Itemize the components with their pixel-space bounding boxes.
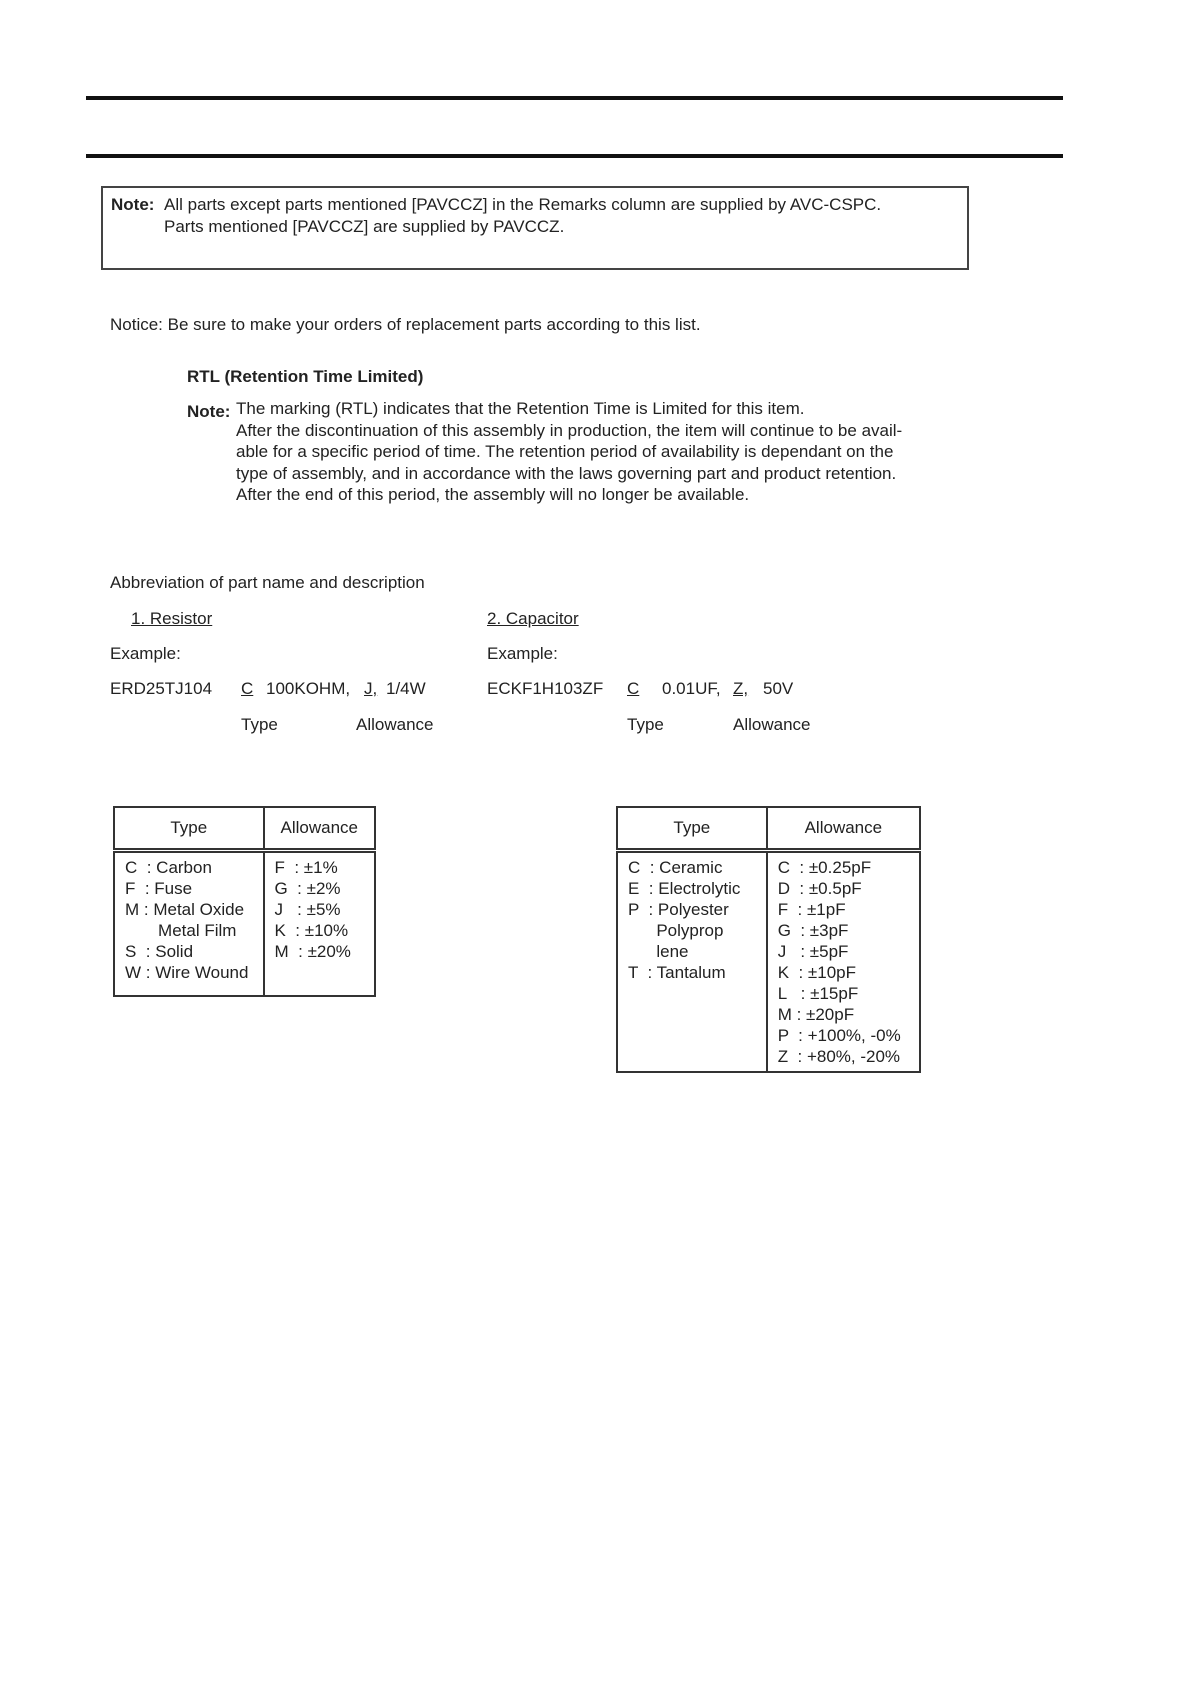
abbreviation-heading: Abbreviation of part name and description — [110, 573, 425, 592]
list-item: F : Fuse — [125, 879, 193, 898]
table-header-allowance: Allowance — [264, 807, 375, 851]
list-item: lene — [628, 942, 689, 961]
capacitor-allowance-cell — [767, 851, 920, 1073]
supply-note-box — [101, 186, 969, 270]
resistor-allowance-caption: Allowance — [356, 715, 434, 734]
capacitor-example-label: Example: — [487, 644, 558, 663]
list-item: P : +100%, -0% — [777, 1026, 901, 1045]
list-item: G : ±3pF — [777, 921, 849, 940]
capacitor-part-number: ECKF1H103ZF — [487, 679, 604, 698]
note-label: Note: — [111, 195, 155, 214]
resistor-section-title: 1. Resistor — [131, 609, 213, 628]
list-item: J : ±5pF — [777, 942, 849, 961]
resistor-value: 100KOHM, — [266, 679, 351, 698]
capacitor-code-table — [616, 806, 921, 1073]
capacitor-type-caption: Type — [627, 715, 664, 734]
list-item: K : ±10% — [274, 921, 349, 940]
list-item: C : Ceramic — [628, 858, 723, 877]
list-item: G : ±2% — [274, 879, 341, 898]
resistor-example-label: Example: — [110, 644, 181, 663]
list-item: Z : +80%, -20% — [777, 1047, 901, 1066]
list-item: Polyprop — [628, 921, 724, 940]
capacitor-rating: 50V — [763, 679, 794, 698]
rtl-note-body — [236, 398, 902, 506]
resistor-type-cell — [114, 851, 264, 997]
capacitor-allowance-code: Z, — [733, 679, 749, 698]
rtl-line: able for a specific period of time. The retention period of availability is dependant on the — [236, 442, 894, 461]
list-item: J : ±5% — [274, 900, 341, 919]
resistor-type-caption: Type — [241, 715, 278, 734]
list-item: F : ±1pF — [777, 900, 846, 919]
list-item: C : Carbon — [125, 858, 212, 877]
list-item: M : Metal Oxide — [125, 900, 245, 919]
list-item: L : ±15pF — [777, 984, 859, 1003]
resistor-part-number: ERD25TJ104 — [110, 679, 213, 698]
capacitor-value: 0.01UF, — [662, 679, 721, 698]
note-line-2: Parts mentioned [PAVCCZ] are supplied by PAVCCZ. — [164, 217, 565, 236]
list-item: M : ±20pF — [777, 1005, 855, 1024]
rtl-line: type of assembly, and in accordance with the laws governing part and product retention. — [236, 463, 897, 483]
header-rule — [86, 154, 1063, 158]
resistor-allowance-cell — [264, 851, 375, 997]
capacitor-allowance-caption: Allowance — [733, 715, 811, 734]
table-header-type: Type — [617, 807, 767, 851]
rtl-line: After the discontinuation of this assembly in production, the item will continue to be avail- — [236, 420, 903, 440]
rtl-title: RTL (Retention Time Limited) — [187, 367, 424, 386]
list-item: W : Wire Wound — [125, 963, 249, 982]
list-item: S : Solid — [125, 942, 194, 961]
list-item: T : Tantalum — [628, 963, 726, 982]
notice-text: Notice: Be sure to make your orders of replacement parts according to this list. — [110, 315, 701, 334]
list-item: P : Polyester — [628, 900, 729, 919]
rtl-note-label: Note: — [187, 402, 231, 421]
list-item: Metal Film — [125, 921, 237, 940]
rtl-line: The marking (RTL) indicates that the Retention Time is Limited for this item. — [236, 399, 805, 418]
list-item: C : ±0.25pF — [777, 858, 872, 877]
resistor-allowance-code: J, — [364, 679, 378, 698]
note-line-1: All parts except parts mentioned [PAVCCZ] in the Remarks column are supplied by AVC-CSPC. — [164, 195, 882, 214]
resistor-rating: 1/4W — [386, 679, 426, 698]
list-item: F : ±1% — [274, 858, 338, 877]
resistor-code-table — [113, 806, 376, 997]
table-header-allowance: Allowance — [767, 807, 920, 851]
capacitor-type-code: C — [627, 679, 640, 698]
list-item: K : ±10pF — [777, 963, 856, 982]
list-item: M : ±20% — [274, 942, 351, 961]
top-rule — [86, 96, 1063, 100]
list-item: E : Electrolytic — [628, 879, 741, 898]
rtl-line: After the end of this period, the assembly will no longer be available. — [236, 485, 750, 504]
resistor-type-code: C — [241, 679, 254, 698]
capacitor-section-title: 2. Capacitor — [487, 609, 579, 628]
list-item: D : ±0.5pF — [777, 879, 862, 898]
table-header-type: Type — [114, 807, 264, 851]
capacitor-type-cell — [617, 851, 767, 1073]
